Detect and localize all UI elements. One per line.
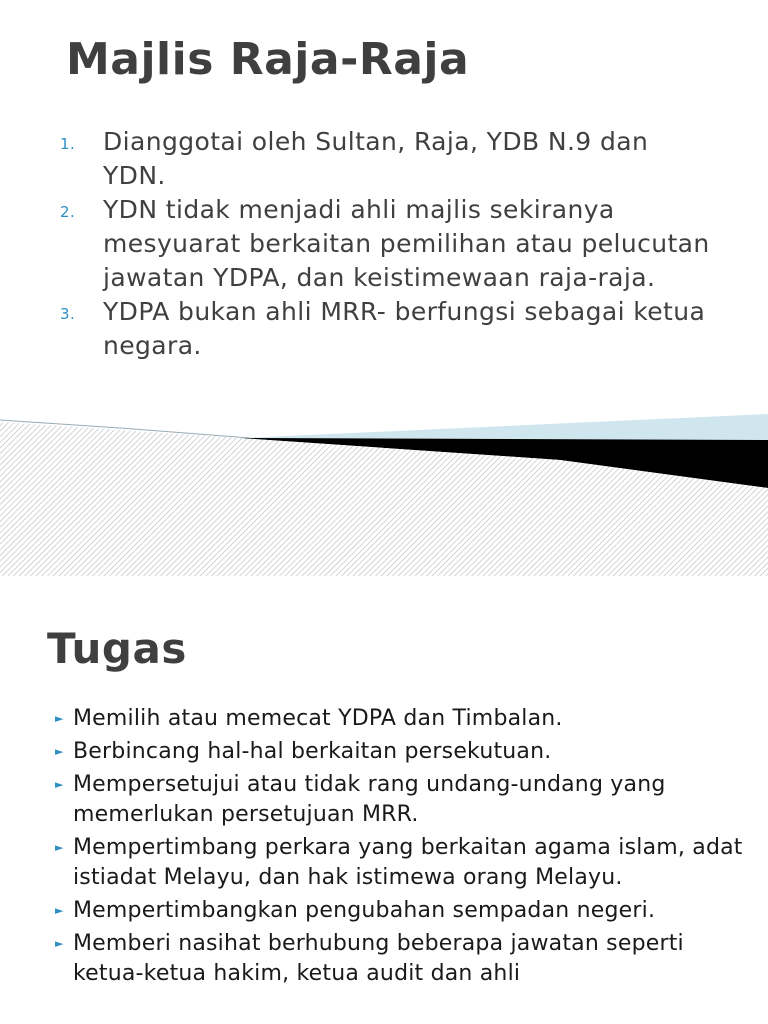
list-item-text: Memberi nasihat berhubung beberapa jawatan seperti ketua-ketua hakim, ketua audit dan ahli (73, 931, 684, 986)
bullet-arrow-icon: ► (55, 904, 64, 917)
list-item (55, 896, 755, 926)
list-number: 1. (60, 135, 76, 153)
list-item-text: Dianggotai oleh Sultan, Raja, YDB N.9 dan YDN. (103, 127, 649, 190)
bullet-arrow-icon: ► (55, 712, 64, 725)
list-item-text: Memilih atau memecat YDPA dan Timbalan. (73, 706, 563, 731)
decorative-wave-banner (0, 408, 768, 576)
list-item (55, 833, 755, 893)
list-item (60, 193, 710, 295)
bullet-list (55, 704, 755, 992)
list-item-text: YDN tidak menjadi ahli majlis sekiranya mesyuarat berkaitan pemilihan atau pelucutan jawatan YDPA, dan keistimewaan raja-raja. (103, 195, 710, 292)
list-item (60, 295, 710, 363)
list-item-text: Berbincang hal-hal berkaitan persekutuan. (73, 739, 552, 764)
bullet-arrow-icon: ► (55, 841, 64, 854)
slide-title: Tugas (47, 624, 187, 673)
numbered-list (60, 125, 710, 363)
list-number: 3. (60, 305, 76, 323)
slide-title: Majlis Raja-Raja (66, 34, 470, 85)
list-item-text: Mempertimbang perkara yang berkaitan agama islam, adat istiadat Melayu, dan hak istimewa orang Melayu. (73, 835, 743, 890)
list-item (55, 770, 755, 830)
list-item (55, 737, 755, 767)
list-item (55, 929, 755, 989)
bullet-arrow-icon: ► (55, 745, 64, 758)
bullet-arrow-icon: ► (55, 937, 64, 950)
list-item-text: Mempersetujui atau tidak rang undang-undang yang memerlukan persetujuan MRR. (73, 772, 666, 827)
slide-tugas (0, 576, 768, 1024)
list-number: 2. (60, 203, 76, 221)
list-item-text: Mempertimbangkan pengubahan sempadan negeri. (73, 898, 656, 923)
list-item (55, 704, 755, 734)
bullet-arrow-icon: ► (55, 778, 64, 791)
list-item-text: YDPA bukan ahli MRR- berfungsi sebagai ketua negara. (103, 297, 706, 360)
list-item (60, 125, 710, 193)
